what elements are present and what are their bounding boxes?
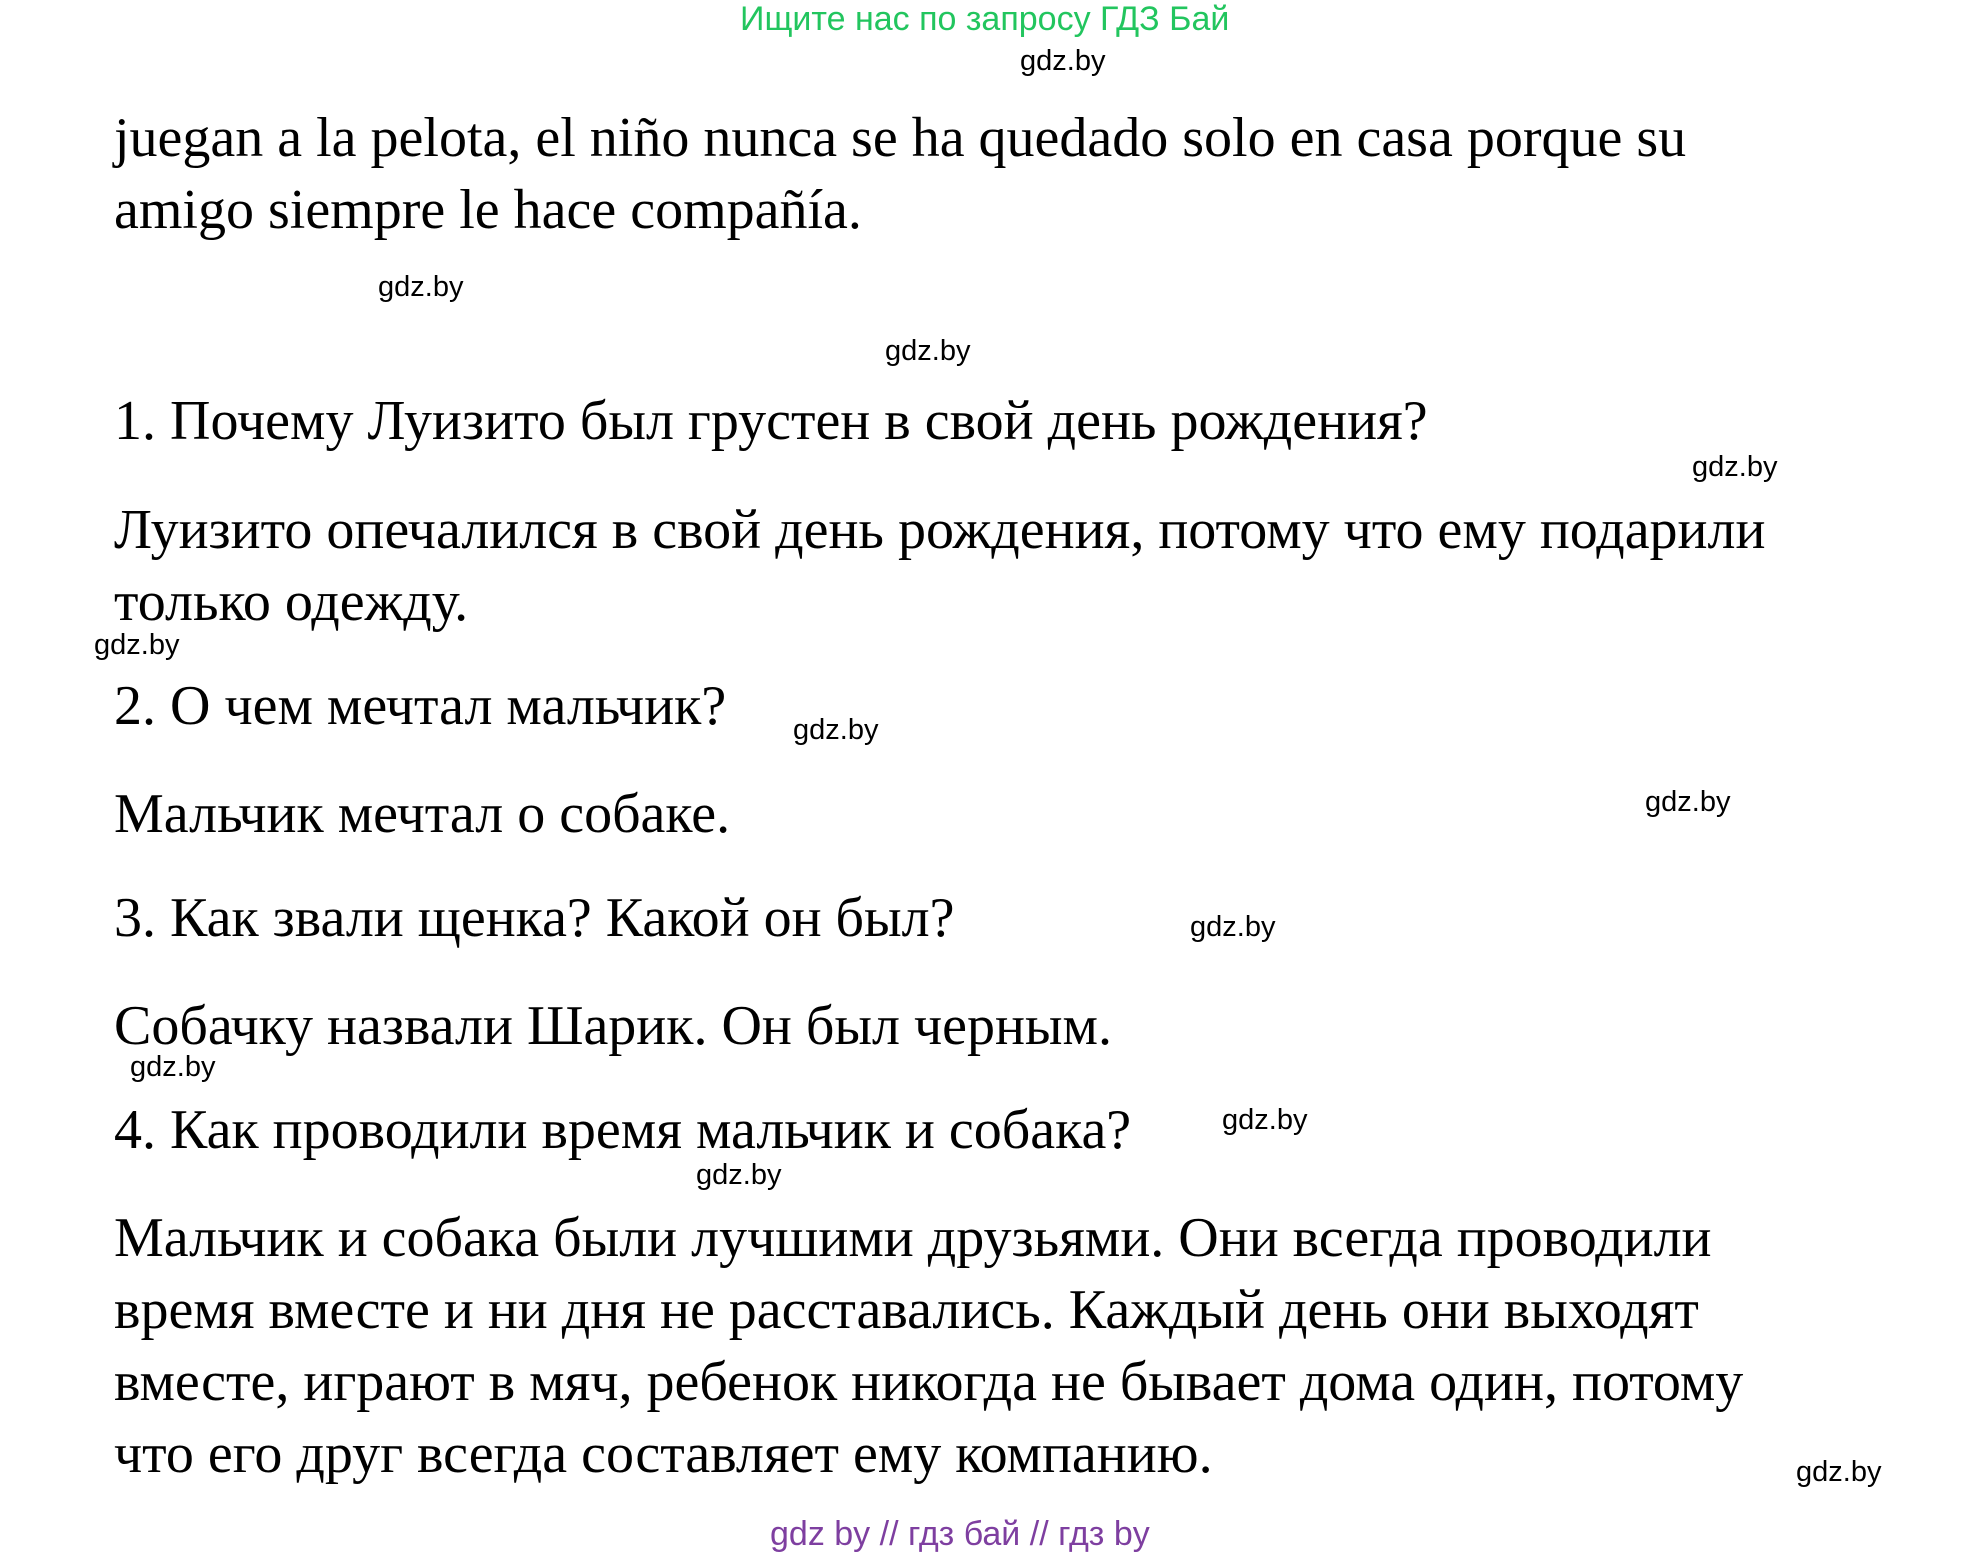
watermark: gdz.by — [1692, 451, 1778, 483]
question-2: 2. О чем мечтал мальчик? — [114, 675, 727, 737]
watermark: gdz.by — [1020, 45, 1106, 77]
answer-3: Собачку назвали Шарик. Он был черным. — [114, 995, 1112, 1057]
watermark: gdz.by — [1645, 786, 1731, 818]
top-banner: Ищите нас по запросу ГДЗ Бай — [740, 0, 1230, 38]
answer-4-line: вместе, играют в мяч, ребенок никогда не бывает дома один, потому — [114, 1351, 1744, 1413]
watermark: gdz.by — [1796, 1456, 1882, 1488]
footer-watermark: gdz by // гдз бай // гдз by — [770, 1515, 1150, 1553]
watermark: gdz.by — [378, 271, 464, 303]
answer-4-line: Мальчик и собака были лучшими друзьями. Они всегда проводили — [114, 1207, 1712, 1269]
question-4: 4. Как проводили время мальчик и собака? — [114, 1099, 1132, 1161]
answer-2: Мальчик мечтал о собаке. — [114, 783, 731, 845]
watermark: gdz.by — [1190, 911, 1276, 943]
answer-4-line: что его друг всегда составляет ему компанию. — [114, 1423, 1213, 1485]
watermark: gdz.by — [885, 335, 971, 367]
answer-1-line: только одежду. — [114, 571, 469, 633]
spanish-text-line: amigo siempre le hace compañía. — [114, 179, 862, 241]
watermark: gdz.by — [696, 1159, 782, 1191]
watermark: gdz.by — [130, 1051, 216, 1083]
watermark: gdz.by — [1222, 1104, 1308, 1136]
answer-1-line: Луизито опечалился в свой день рождения, потому что ему подарили — [114, 499, 1766, 561]
question-3: 3. Как звали щенка? Какой он был? — [114, 887, 955, 949]
spanish-text-line: juegan a la pelota, el niño nunca se ha quedado solo en casa porque su — [114, 107, 1687, 169]
watermark: gdz.by — [793, 714, 879, 746]
watermark: gdz.by — [94, 629, 180, 661]
question-1: 1. Почему Луизито был грустен в свой день рождения? — [114, 390, 1428, 452]
answer-4-line: время вместе и ни дня не расставались. Каждый день они выходят — [114, 1279, 1699, 1341]
